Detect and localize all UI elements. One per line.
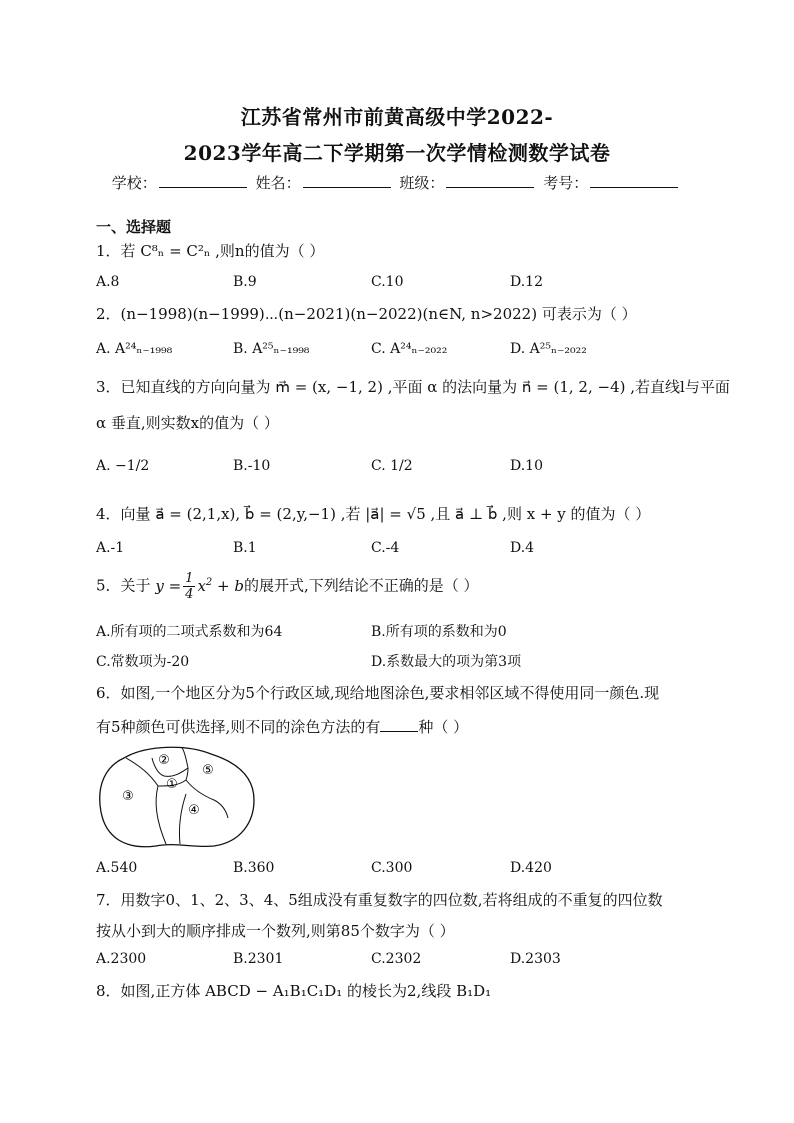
region-label-1: ① — [166, 777, 178, 792]
region-label-5: ⑤ — [202, 763, 214, 778]
question-2-number: 2． — [96, 305, 121, 323]
option-a: A.-1 — [96, 540, 125, 556]
question-6-text-line1: 如图,一个地区分为5个行政区域,现给地图涂色,要求相邻区域不得使用同一颜色.现 — [120, 684, 660, 702]
option-d: D.12 — [510, 274, 543, 290]
question-6-text-line2a: 有5种颜色可供选择,则不同的涂色方法的有 — [96, 718, 381, 736]
option-b: B.2301 — [233, 951, 284, 967]
question-6-line2 — [96, 716, 468, 737]
question-8-text: 如图,正方体 ABCD − A₁B₁C₁D₁ 的棱长为2,线段 B₁D₁ — [120, 982, 492, 1000]
question-5 — [96, 571, 479, 602]
option-a: A.2300 — [96, 951, 147, 967]
option-c: C. A²⁴ₙ₋₂₀₂₂ — [371, 341, 448, 357]
question-1 — [96, 240, 324, 261]
question-8-number: 8． — [96, 982, 121, 1000]
option-b: B.1 — [233, 540, 257, 556]
option-a: A. A²⁴ₙ₋₁₉₉₈ — [96, 341, 173, 357]
class-label: 班级： — [399, 174, 445, 192]
fraction-one-quarter: $\frac{1}{4}$ — [185, 571, 194, 602]
option-b: B.所有项的系数和为0 — [371, 624, 507, 640]
student-info-row — [0, 172, 794, 193]
question-2-text: (n−1998)(n−1999)⋯(n−2021)(n−2022)(n∈N, n>2022) 可表示为（ ） — [120, 305, 637, 323]
region-label-3: ③ — [122, 789, 134, 804]
question-3-text-line1: 已知直线的方向向量为 m⃗ = (x, −1, 2) ,平面 α 的法向量为 n⃗ = (1, 2, −4) ,若直线l与平面 — [120, 378, 730, 396]
question-3-line1 — [96, 376, 730, 397]
question-8 — [96, 980, 491, 1001]
question-4-number: 4． — [96, 505, 121, 523]
question-5-prefix: 关于 — [120, 576, 151, 595]
exam-number-blank — [590, 173, 678, 188]
question-7-number: 7． — [96, 891, 121, 909]
option-a: A.540 — [96, 860, 138, 876]
region-label-4: ④ — [188, 803, 200, 818]
question-1-options — [96, 274, 696, 294]
section-title: 一、选择题 — [96, 218, 172, 236]
question-6-line1 — [96, 682, 659, 703]
class-blank — [446, 173, 534, 188]
exam-number-label: 考号： — [543, 174, 589, 192]
question-7-line1 — [96, 889, 663, 910]
exam-title-line2: 2023学年高二下学期第一次学情检测数学试卷 — [183, 141, 611, 165]
option-d: D.2303 — [510, 951, 561, 967]
question-3-options — [96, 458, 696, 478]
map-boundary-line — [182, 748, 188, 768]
question-7-text-line1: 用数字0、1、2、3、4、5组成没有重复数字的四位数,若将组成的不重复的四位数 — [120, 891, 663, 909]
option-b: B. A²⁵ₙ₋₁₉₉₈ — [233, 341, 310, 357]
option-d: D. A²⁵ₙ₋₂₀₂₂ — [510, 341, 587, 357]
question-1-text: 若 C⁸ₙ = C²ₙ ,则n的值为（ ） — [120, 242, 325, 260]
question-6-text-line2b: 种（ ） — [418, 718, 469, 736]
question-3-text-line2: α 垂直,则实数x的值为（ ） — [96, 414, 279, 432]
question-5-options-row1 — [96, 621, 696, 641]
school-label: 学校： — [111, 174, 157, 192]
option-d: D.10 — [510, 458, 543, 474]
option-c: C.-4 — [371, 540, 400, 556]
option-d: D.系数最大的项为第3项 — [371, 654, 522, 670]
option-c: C.10 — [371, 274, 404, 290]
answer-blank — [380, 717, 418, 732]
question-2 — [96, 303, 637, 324]
question-7-options — [96, 951, 696, 971]
question-4-options — [96, 540, 696, 560]
option-c: C.300 — [371, 860, 413, 876]
name-label: 姓名： — [255, 174, 301, 192]
question-5-suffix: 的展开式,下列结论不正确的是（ ） — [244, 576, 479, 595]
question-6-number: 6． — [96, 684, 121, 702]
option-d: D.420 — [510, 860, 552, 876]
exam-title-line1: 江苏省常州市前黄高级中学2022- — [240, 105, 554, 129]
question-1-number: 1． — [96, 242, 121, 260]
question-3-number: 3． — [96, 378, 121, 396]
question-7-text-line2: 按从小到大的顺序排成一个数列,则第85个数字为（ ） — [96, 922, 455, 940]
option-b: B.-10 — [233, 458, 271, 474]
option-a: A.8 — [96, 274, 120, 290]
region-map-figure — [96, 740, 261, 852]
option-c: C. 1/2 — [371, 458, 413, 474]
option-a: A. −1/2 — [96, 458, 150, 474]
question-5-options-row2 — [96, 651, 696, 671]
option-b: B.360 — [233, 860, 275, 876]
map-boundary-line — [156, 786, 166, 844]
region-label-2: ② — [158, 753, 170, 768]
question-5-number: 5． — [96, 576, 121, 595]
option-c: C.常数项为-20 — [96, 654, 190, 670]
question-5-formula: y = $\frac{1}{4}$ $x^2 + b$ — [155, 571, 244, 602]
school-blank — [159, 173, 247, 188]
option-a: A.所有项的二项式系数和为64 — [96, 624, 283, 640]
option-b: B.9 — [233, 274, 257, 290]
question-2-options — [96, 341, 696, 361]
option-c: C.2302 — [371, 951, 422, 967]
question-4-text: 向量 a⃗ = (2,1,x), b⃗ = (2,y,−1) ,若 |a⃗| = √5 ,且 a⃗ ⊥ b⃗ ,则 x + y 的值为（ ） — [120, 505, 651, 523]
option-d: D.4 — [510, 540, 535, 556]
question-6-options — [96, 860, 696, 880]
name-blank — [303, 173, 391, 188]
question-4 — [96, 503, 650, 524]
map-boundary-line — [179, 794, 186, 844]
